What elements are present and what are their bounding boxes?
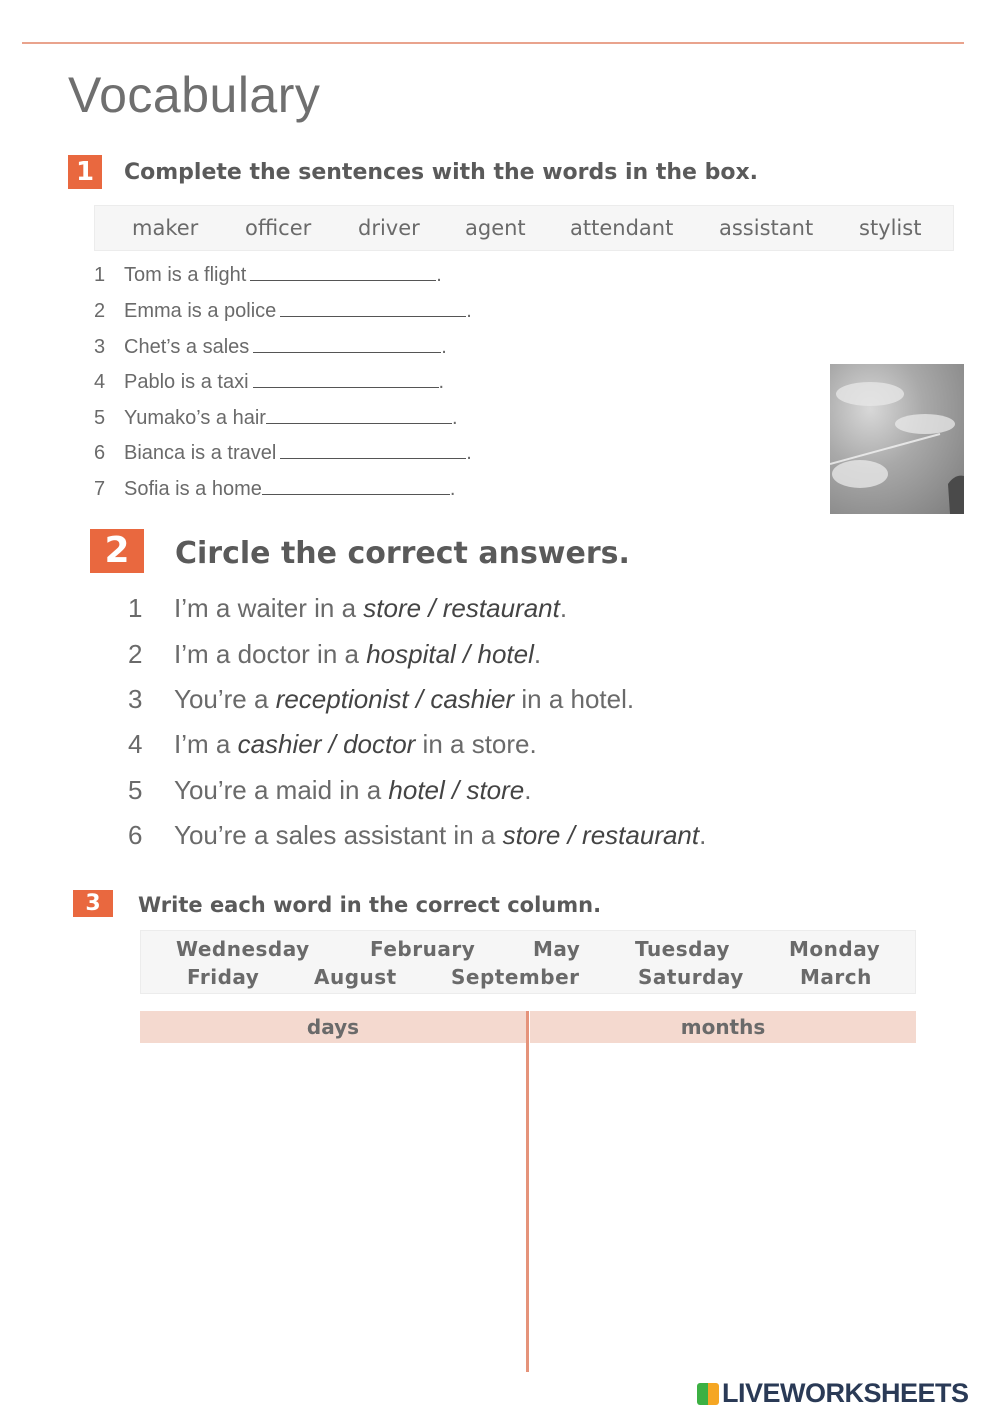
exercise-3-badge: 3 [73,890,113,917]
column-header-months: months [530,1011,916,1043]
item-text: I’m a waiter in a [174,593,364,623]
item-text: Sofia is a home [124,478,262,500]
exercise-2-item [128,820,888,854]
answer-blank[interactable] [262,478,450,495]
item-number: 6 [94,442,106,464]
answer-choice[interactable]: hotel / store [388,775,525,805]
word-box-item: February [370,937,476,961]
word-box-3 [140,930,916,994]
exercise-1-item [94,478,514,504]
exercise-2-item [128,593,888,627]
answer-choice[interactable]: receptionist / cashier [275,684,515,714]
item-text: I’m a doctor in a [174,639,367,669]
answer-choice[interactable]: cashier / doctor [237,729,416,759]
answer-blank[interactable] [280,442,466,459]
answer-blank[interactable] [266,407,452,424]
item-number: 4 [94,371,106,393]
item-number: 6 [128,820,143,850]
item-period: . [466,300,472,322]
answer-choice[interactable]: hospital / hotel [366,639,534,669]
word-box-item: maker [132,216,199,240]
exercise-1-item [94,336,514,362]
item-number: 2 [128,639,143,669]
word-box-1 [94,205,954,251]
exercise-2-item [128,729,888,763]
item-text: Pablo is a taxi [124,371,249,393]
exercise-1-item [94,300,514,326]
exercise-2-heading: Circle the correct answers. [175,536,630,571]
word-box-item: officer [245,216,312,240]
exercise-1-item [94,264,514,290]
word-box-item: August [314,965,397,989]
item-period: . [449,478,456,500]
word-box-item: Tuesday [635,937,730,961]
column-header-days: days [140,1011,526,1043]
exercise-2-item [128,639,888,673]
exercise-1-badge: 1 [68,155,102,189]
word-box-item: attendant [570,216,674,240]
item-text: Tom is a flight [124,264,247,286]
liveworksheets-logo[interactable] [697,1378,969,1409]
exercise-1-item [94,371,514,397]
item-text: Emma is a police [124,300,277,322]
exercise-1-heading: Complete the sentences with the words in the box. [124,160,759,185]
item-number: 5 [128,775,143,805]
answer-choice[interactable]: store / restaurant [502,820,700,850]
word-box-item: May [533,937,581,961]
logo-text: LIVEWORKSHEETS [722,1378,969,1408]
item-text: in a store. [415,729,537,759]
answer-choice[interactable]: store / restaurant [363,593,560,623]
word-box-item: driver [358,216,420,240]
months-answer-area[interactable] [531,1044,916,1370]
word-box-item: Saturday [638,965,744,989]
item-text: I’m a [174,729,238,759]
exercise-1-item [94,442,514,468]
item-number: 7 [94,478,106,500]
top-rule [22,42,964,44]
days-answer-area[interactable] [140,1044,524,1370]
item-text: . [533,639,542,669]
word-box-item: March [800,965,872,989]
item-text: in a hotel. [514,684,635,714]
item-number: 1 [128,593,143,623]
item-number: 1 [94,264,106,286]
item-text: You’re a [174,684,276,714]
exercise-1-item [94,407,514,433]
exercise-2-item [128,684,888,718]
exercise-3-heading: Write each word in the correct column. [138,893,602,917]
word-box-item: Wednesday [176,937,310,961]
item-period: . [451,407,458,429]
item-text: . [559,593,568,623]
page-title: Vocabulary [68,67,321,123]
item-period: . [438,371,445,393]
liveworksheets-logo-icon [697,1383,719,1405]
word-box-item: Monday [789,937,881,961]
word-box-item: Friday [187,965,260,989]
answer-blank[interactable] [253,371,439,388]
item-number: 3 [94,336,106,358]
item-text: Chet’s a sales [124,336,250,358]
column-divider [526,1011,529,1372]
sky-photo [830,364,964,514]
item-text: . [524,775,532,805]
item-text: Yumako’s a hair [124,407,266,429]
item-number: 2 [94,300,106,322]
sky-photo-clouds [830,364,964,514]
item-number: 4 [128,729,143,759]
item-text: Bianca is a travel [124,442,277,464]
item-text: You’re a maid in a [174,775,389,805]
item-number: 5 [94,407,106,429]
item-number: 3 [128,684,143,714]
word-box-item: September [451,965,580,989]
item-period: . [436,264,442,286]
exercise-2-badge: 2 [90,529,144,573]
word-box-item: agent [465,216,526,240]
answer-blank[interactable] [280,300,466,317]
item-text: You’re a sales assistant in a [174,820,503,850]
word-box-item: stylist [859,216,922,240]
item-period: . [466,442,472,464]
item-period: . [441,336,447,358]
word-box-item: assistant [719,216,814,240]
answer-blank[interactable] [253,336,441,353]
item-text: . [699,820,707,850]
exercise-2-item [128,775,888,809]
answer-blank[interactable] [250,264,436,281]
